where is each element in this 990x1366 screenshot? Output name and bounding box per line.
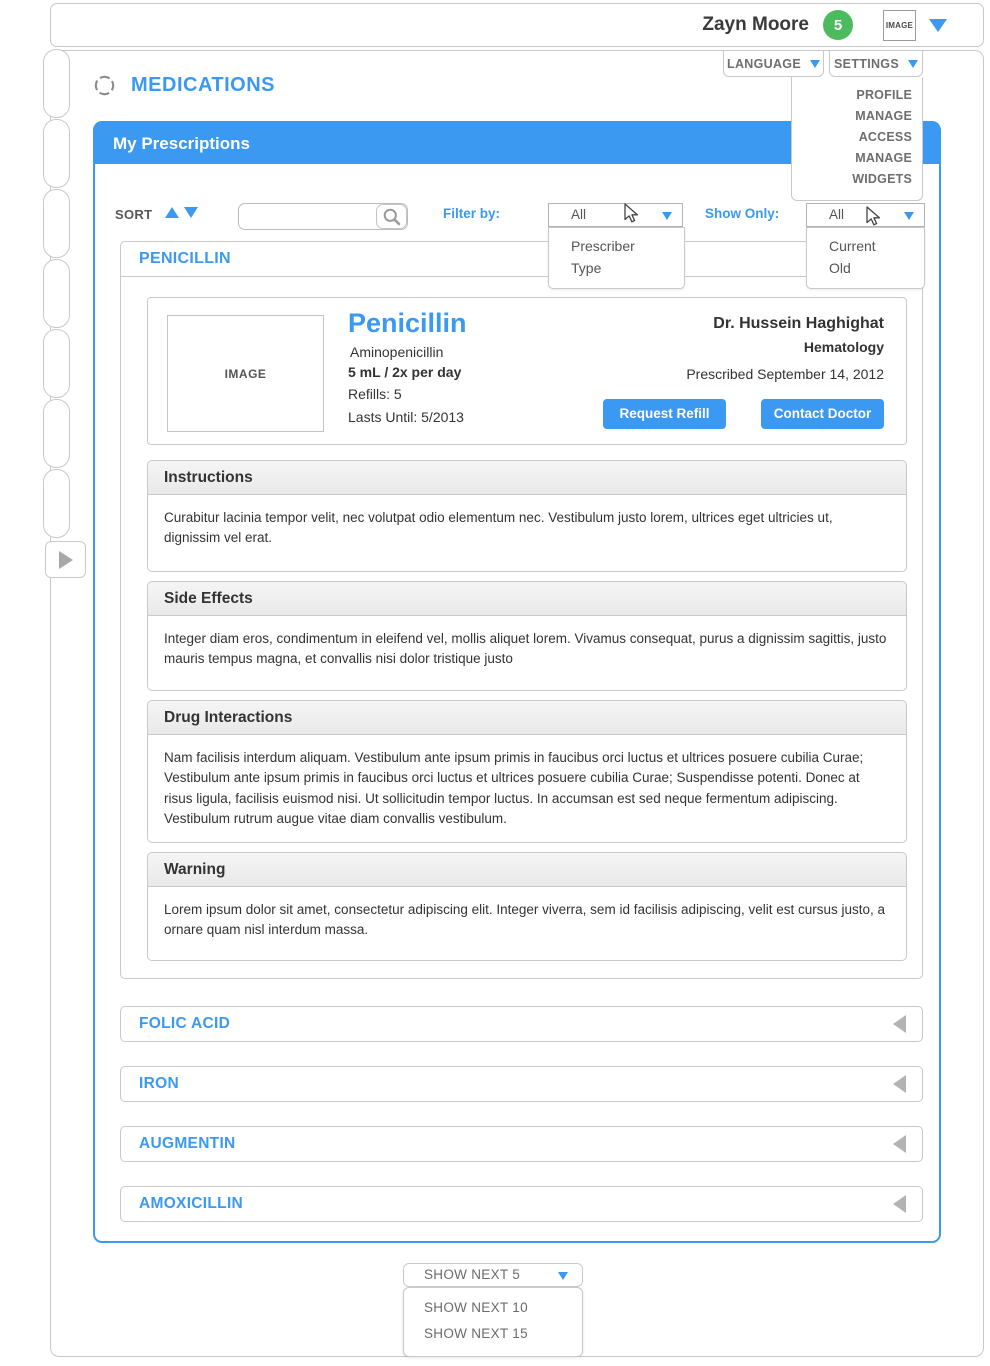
filter-dropdown[interactable]	[548, 203, 683, 227]
sidebar-expand-button[interactable]	[45, 541, 86, 578]
avatar[interactable]: IMAGE	[883, 10, 916, 41]
language-button[interactable]	[723, 51, 824, 77]
expand-arrow-icon	[59, 551, 73, 569]
sort-ascending-icon[interactable]	[165, 207, 179, 218]
drug-dosage: 5 mL / 2x per day	[348, 364, 462, 380]
show-only-dropdown-value: All	[829, 207, 845, 222]
collapse-arrow-icon[interactable]	[893, 1015, 906, 1033]
show-next-option-10[interactable]: SHOW NEXT 10	[424, 1300, 528, 1315]
search-icon	[382, 207, 402, 227]
section-title: Drug Interactions	[147, 700, 907, 735]
drug-refills: Refills: 5	[348, 386, 402, 402]
prescriber-info	[686, 315, 884, 382]
chevron-down-icon	[904, 212, 914, 220]
prescription-row-label: AMOXICILLIN	[139, 1195, 244, 1212]
drug-image-placeholder: IMAGE	[167, 315, 324, 432]
search-box	[238, 203, 408, 230]
section-text: Lorem ipsum dolor sit amet, consectetur adipiscing elit. Integer viverra, sem id facilisis adipiscing, velit est cursus justo, a ornare quam nisl interdum massa.	[147, 887, 907, 961]
chevron-down-icon	[908, 60, 918, 68]
show-next-button[interactable]	[403, 1263, 583, 1287]
section-warning	[147, 852, 907, 961]
sidebar-tab[interactable]	[43, 49, 70, 118]
sidebar-tab[interactable]	[43, 399, 70, 468]
section-side-effects	[147, 581, 907, 691]
filter-option-prescriber[interactable]: Prescriber	[571, 238, 635, 254]
search-button[interactable]	[376, 204, 407, 229]
doctor-name: Dr. Hussein Haghighat	[713, 315, 884, 332]
prescriptions-widget	[93, 121, 941, 1243]
section-text: Curabitur lacinia tempor velit, nec volutpat odio elementum nec. Vestibulum justo lorem, ultrices eget ultricies ut, dignissim vel erat.	[147, 495, 907, 572]
show-next-option-15[interactable]: SHOW NEXT 15	[424, 1326, 528, 1341]
sidebar-tab[interactable]	[43, 259, 70, 328]
show-next-menu	[403, 1287, 583, 1357]
filter-by-label: Filter by:	[443, 206, 501, 221]
prescribed-date: Prescribed September 14, 2012	[686, 366, 884, 382]
show-next-button-label: SHOW NEXT 5	[424, 1267, 521, 1282]
section-title: Warning	[147, 852, 907, 887]
drug-title: Penicillin	[348, 308, 467, 338]
main-panel	[50, 50, 984, 1357]
widget-title: My Prescriptions	[95, 123, 939, 164]
prescription-row-label: IRON	[139, 1075, 179, 1092]
section-title: Side Effects	[147, 581, 907, 616]
prescription-panel-body	[120, 277, 923, 979]
sidebar-tab[interactable]	[43, 189, 70, 258]
user-menu-chevron-icon[interactable]	[929, 19, 947, 32]
notification-badge[interactable]: 5	[823, 10, 853, 40]
user-name: Zayn Moore	[702, 14, 809, 35]
prescription-panel-header[interactable]: PENICILLIN	[120, 241, 923, 277]
drug-info	[348, 308, 467, 429]
section-title: Instructions	[147, 460, 907, 495]
collapse-arrow-icon[interactable]	[893, 1195, 906, 1213]
sidebar-tab[interactable]	[43, 329, 70, 398]
chevron-down-icon	[558, 1272, 568, 1280]
prescription-row-augmentin[interactable]	[120, 1126, 923, 1162]
chevron-down-icon	[810, 60, 820, 68]
show-option-current[interactable]: Current	[829, 238, 876, 254]
filter-dropdown-menu	[548, 227, 685, 289]
drug-lasts-until: Lasts Until: 5/2013	[348, 409, 464, 425]
sidebar-tab[interactable]	[43, 469, 70, 538]
section-text: Integer diam eros, condimentum in eleifend vel, mollis aliquet lorem. Vivamus consequat, purus a dignissim sagittis, justo mauris tempus magna, et convallis nisi dolor tristique justo	[147, 616, 907, 691]
drug-summary-card	[147, 297, 907, 445]
language-button-label: LANGUAGE	[727, 56, 801, 71]
menu-item-manage-access[interactable]: MANAGE ACCESS	[855, 109, 912, 144]
drug-actions	[603, 399, 884, 429]
settings-button-label: SETTINGS	[834, 56, 899, 71]
prescription-row-amoxicillin[interactable]	[120, 1186, 923, 1222]
drug-type: Aminopenicillin	[350, 344, 444, 360]
prescription-panel-penicillin	[120, 241, 923, 979]
prescription-row-label: FOLIC ACID	[139, 1015, 231, 1032]
doctor-department: Hematology	[803, 339, 884, 355]
request-refill-button[interactable]: Request Refill	[603, 399, 726, 429]
sidebar-tab[interactable]	[43, 119, 70, 188]
sort-label: SORT	[115, 207, 153, 222]
target-icon	[93, 74, 116, 102]
search-input[interactable]	[245, 206, 371, 227]
page-title: MEDICATIONS	[131, 74, 276, 96]
prescription-row-iron[interactable]	[120, 1066, 923, 1102]
section-instructions	[147, 460, 907, 572]
mouse-cursor-icon	[622, 203, 641, 230]
chevron-down-icon	[662, 212, 672, 220]
prescription-row-label: AUGMENTIN	[139, 1135, 236, 1152]
menu-item-profile[interactable]: PROFILE	[856, 88, 912, 102]
contact-doctor-button[interactable]: Contact Doctor	[761, 399, 884, 429]
section-text: Nam facilisis interdum aliquam. Vestibulum ante ipsum primis in faucibus orci luctus et ultrices posuere cubilia Curae; Vestibulum ante ipsum primis in faucibus orci luctus et ultrices posuere cubilia Curae; Suspendisse potenti. Donec at risus ligula, facilisis euismod nisi. Ut sollicitudin tempor luctus. In accumsan est sed neque fermentum adipiscing. Vestibulum rutrum augue vitae diam convallis vestibulum.	[147, 735, 907, 843]
collapse-arrow-icon[interactable]	[893, 1075, 906, 1093]
settings-menu	[791, 77, 923, 201]
prescription-row-folic-acid[interactable]	[120, 1006, 923, 1042]
show-only-label: Show Only:	[705, 206, 780, 221]
show-option-old[interactable]: Old	[829, 260, 851, 276]
show-only-dropdown-menu	[806, 227, 925, 289]
section-drug-interactions	[147, 700, 907, 843]
settings-button[interactable]	[829, 51, 923, 77]
collapse-arrow-icon[interactable]	[893, 1135, 906, 1153]
filter-dropdown-value: All	[571, 207, 587, 222]
topbar	[50, 3, 984, 47]
menu-item-manage-widgets[interactable]: MANAGE WIDGETS	[852, 151, 912, 186]
sort-descending-icon[interactable]	[184, 207, 198, 218]
mouse-cursor-icon	[864, 206, 883, 233]
filter-option-type[interactable]: Type	[571, 260, 602, 276]
